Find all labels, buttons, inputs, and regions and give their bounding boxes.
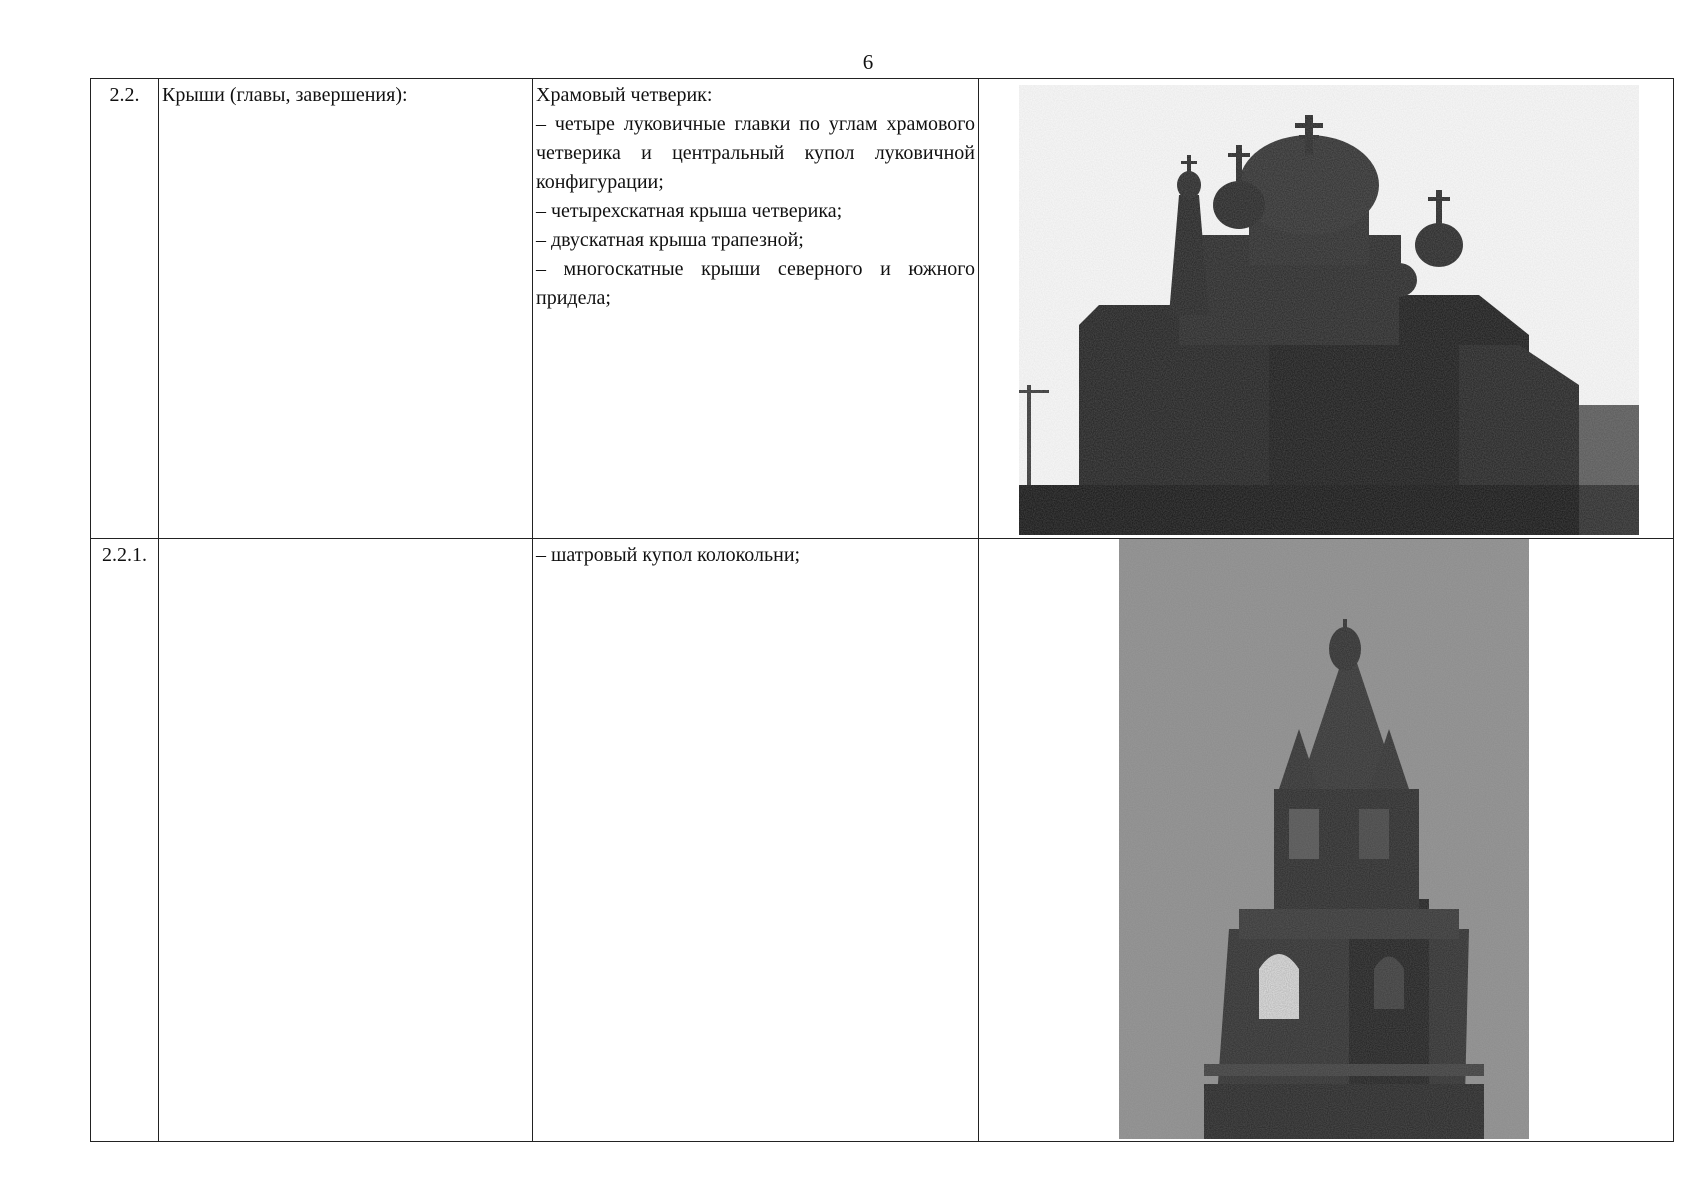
description-line: Храмовый четверик: (536, 84, 713, 106)
photo-cell (979, 79, 1674, 539)
bell-tower-photo (1119, 539, 1529, 1139)
row-number: 2.2. (91, 79, 159, 539)
element-name: Крыши (главы, завершения): (159, 79, 533, 539)
row-number: 2.2.1. (91, 539, 159, 1142)
element-description (533, 79, 979, 539)
element-name (159, 539, 533, 1142)
description-line: – двускатная крыша трапезной; (536, 229, 804, 251)
page-number: 6 (862, 50, 874, 74)
description-line: – четыре луковичные главки по углам храмового четверика и центральный купол луковичной конфигурации; (536, 113, 975, 193)
church-photo (1019, 85, 1639, 535)
photo-cell (979, 539, 1674, 1142)
description-line: – четырехскатная крыша четверика; (536, 200, 843, 222)
description-line: – шатровый купол колокольни; (536, 544, 801, 566)
table-row (91, 539, 1674, 1142)
document-table (90, 78, 1674, 1142)
element-description (533, 539, 979, 1142)
description-line: – многоскатные крыши северного и южного придела; (536, 258, 975, 309)
table-row (91, 79, 1674, 539)
